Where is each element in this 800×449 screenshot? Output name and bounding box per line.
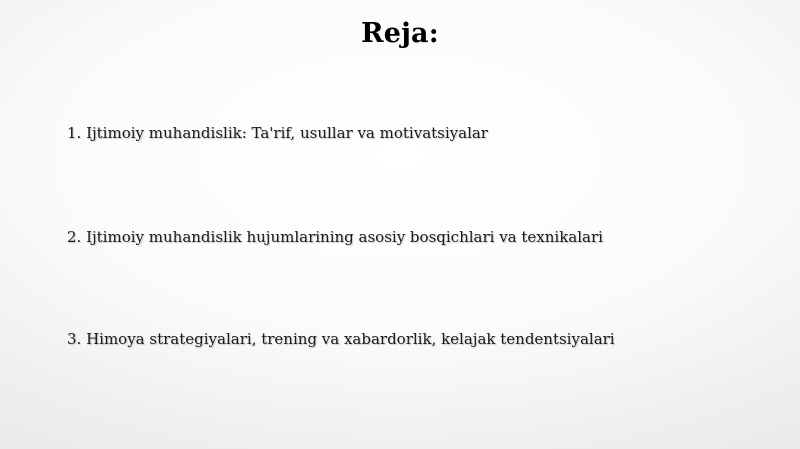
plan-item-3: 3. Himoya strategiyalari, trening va xabardorlik, kelajak tendentsiyalari xyxy=(67,330,615,348)
slide-title: Reja: xyxy=(361,18,439,49)
plan-item-1: 1. Ijtimoiy muhandislik: Ta'rif, usullar va motivatsiyalar xyxy=(67,124,488,142)
plan-item-2: 2. Ijtimoiy muhandislik hujumlarining asosiy bosqichlari va texnikalari xyxy=(67,228,603,246)
